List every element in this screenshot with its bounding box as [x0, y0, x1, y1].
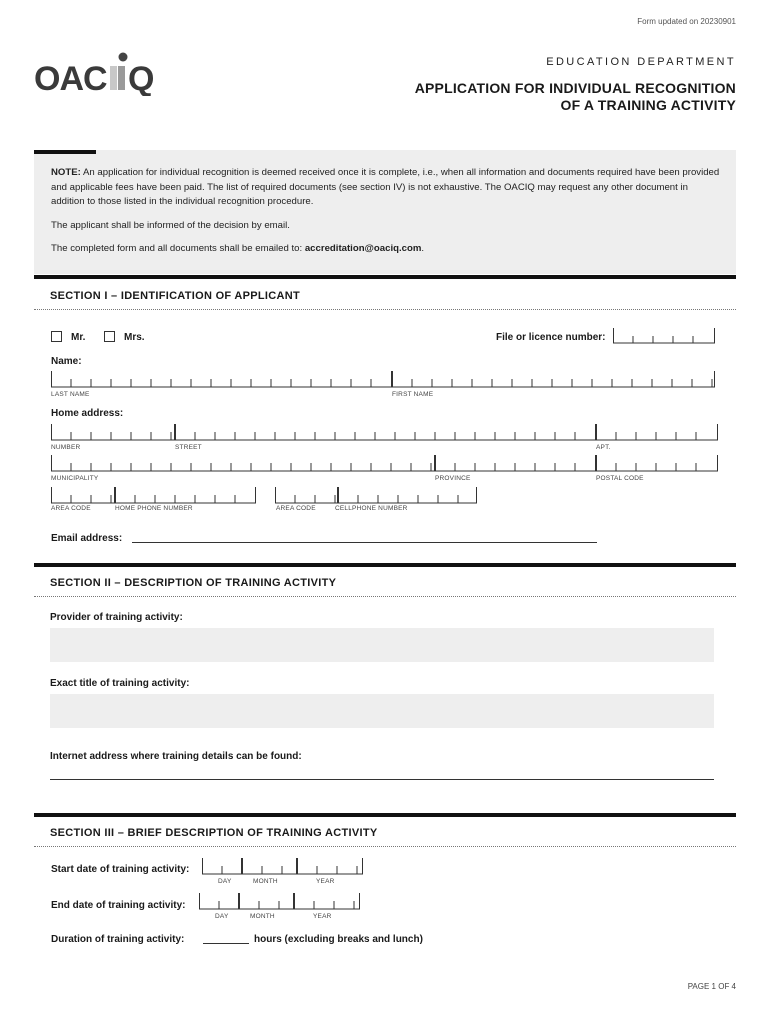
end-date-field[interactable] [199, 893, 361, 910]
form-title-line1: APPLICATION FOR INDIVIDUAL RECOGNITION [414, 80, 736, 96]
start-date-field[interactable] [202, 858, 364, 875]
dotted-divider [34, 846, 736, 847]
svg-text:Q: Q [128, 60, 155, 96]
provider-input[interactable] [50, 628, 714, 662]
accreditation-email-link[interactable]: accreditation@oaciq.com [304, 243, 422, 255]
apt-caption: APT. [596, 444, 611, 451]
duration-label: Duration of training activity: [51, 934, 185, 945]
province-caption: PROVINCE [435, 475, 471, 482]
municipality-caption: MUNICIPALITY [51, 475, 99, 482]
number-caption: NUMBER [51, 444, 81, 451]
start-date-label: Start date of training activity: [51, 864, 190, 875]
form-title-line2: OF A TRAINING ACTIVITY [560, 97, 736, 113]
home-address-label: Home address: [51, 408, 124, 419]
file-licence-field[interactable] [613, 328, 716, 344]
start-year-caption: YEAR [316, 878, 335, 885]
end-day-caption: DAY [215, 913, 229, 920]
note-period: . [421, 243, 425, 255]
postal-code-caption: POSTAL CODE [596, 475, 644, 482]
end-year-caption: YEAR [313, 913, 332, 920]
svg-text:OAC: OAC [34, 60, 107, 96]
internet-address-input-line[interactable] [50, 779, 714, 780]
section-divider [34, 563, 736, 567]
area-code-caption-1: AREA CODE [51, 505, 91, 512]
note-label: NOTE: [51, 167, 81, 178]
dotted-divider [34, 309, 736, 310]
area-code-caption-2: AREA CODE [276, 505, 316, 512]
note-accent-bar [34, 150, 96, 154]
municipality-province-postal-field[interactable] [51, 455, 719, 472]
exact-title-input[interactable] [50, 694, 714, 728]
address-field[interactable] [51, 424, 719, 441]
home-phone-caption: HOME PHONE NUMBER [115, 505, 193, 512]
cellphone-caption: CELLPHONE NUMBER [335, 505, 408, 512]
mr-checkbox[interactable] [51, 331, 62, 342]
email-input-line[interactable] [132, 542, 597, 543]
last-name-caption: LAST NAME [51, 391, 90, 398]
section3-title: SECTION III – BRIEF DESCRIPTION OF TRAINING ACTIVITY [50, 827, 378, 839]
internet-address-label: Internet address where training details can be found: [50, 751, 302, 762]
section-divider [34, 813, 736, 817]
section-divider [34, 275, 736, 279]
page-number: PAGE 1 OF 4 [687, 982, 736, 991]
form-title [415, 80, 736, 114]
start-month-caption: MONTH [253, 878, 278, 885]
end-date-label: End date of training activity: [51, 900, 186, 911]
exact-title-label: Exact title of training activity: [50, 678, 190, 689]
note-paragraph-1: An application for individual recognition is deemed received once it is complete, i.e., when all information and documents required have been provided and applicable fees have been paid. The list of required documents (see section IV) is not exhaustive. The OACIQ may request any other document in addition to those listed in the individual recognition procedure. [51, 167, 720, 208]
form-updated-date: Form updated on 20230901 [637, 17, 736, 26]
note-text [51, 166, 721, 266]
mrs-checkbox[interactable] [104, 331, 115, 342]
phone-fields[interactable] [51, 487, 479, 504]
note-paragraph-2: The applicant shall be informed of the decision by email. [51, 219, 290, 231]
department-label: EDUCATION DEPARTMENT [546, 56, 736, 68]
note-paragraph-3: The completed form and all documents shall be emailed to: [51, 243, 305, 255]
provider-label: Provider of training activity: [50, 612, 183, 623]
hours-label: hours (excluding breaks and lunch) [254, 934, 423, 945]
duration-input-line[interactable] [203, 943, 249, 944]
start-day-caption: DAY [218, 878, 232, 885]
email-label: Email address: [51, 533, 123, 544]
end-month-caption: MONTH [250, 913, 275, 920]
first-name-caption: FIRST NAME [392, 391, 434, 398]
street-caption: STREET [175, 444, 202, 451]
mr-label: Mr. [71, 332, 86, 343]
oaciq-logo [34, 48, 174, 96]
file-licence-label: File or licence number: [496, 332, 606, 343]
name-field[interactable] [51, 371, 716, 388]
section2-title: SECTION II – DESCRIPTION OF TRAINING ACTIVITY [50, 577, 337, 589]
section1-title: SECTION I – IDENTIFICATION OF APPLICANT [50, 290, 301, 302]
mrs-label: Mrs. [124, 332, 145, 343]
dotted-divider [34, 596, 736, 597]
name-label: Name: [51, 356, 82, 367]
